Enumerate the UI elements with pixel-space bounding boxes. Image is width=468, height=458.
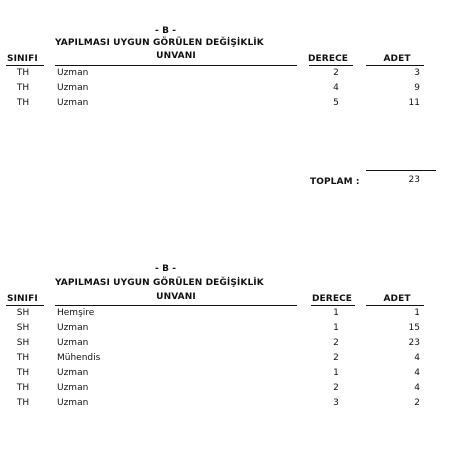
header-title: UNVANI [156,51,196,61]
cell-grade: 3 [333,398,339,408]
header-count: ADET [383,294,411,304]
cell-class: SH [16,308,30,318]
cell-grade: 1 [333,323,339,333]
header-grade: DERECE [311,294,353,304]
cell-title: Mühendis [57,353,101,363]
cell-class: TH [16,68,30,78]
total-value: 23 [408,175,420,185]
cell-class: SH [16,323,30,333]
cell-grade: 1 [333,368,339,378]
cell-count: 4 [414,353,420,363]
cell-count: 4 [414,368,420,378]
header-title: UNVANI [156,292,196,302]
cell-grade: 4 [333,83,339,93]
cell-count: 23 [408,338,420,348]
cell-title: Uzman [57,368,89,378]
cell-class: TH [16,368,30,378]
header-grade: DERECE [307,54,349,64]
header-class: SINIFI [7,54,38,64]
cell-class: TH [16,353,30,363]
cell-grade: 1 [333,308,339,318]
header-class: SINIFI [7,294,38,304]
header-rule-title [55,65,297,66]
cell-title: Uzman [57,83,89,93]
section-title: YAPILMASI UYGUN GÖRÜLEN DEĞİŞİKLİK [55,38,264,48]
cell-count: 2 [414,398,420,408]
section-marker: - B - [155,264,177,274]
cell-count: 4 [414,383,420,393]
cell-class: TH [16,83,30,93]
header-rule-grade [311,305,355,306]
total-label: TOPLAM : [310,177,360,187]
cell-title: Uzman [57,323,89,333]
header-rule-title [55,305,297,306]
cell-count: 9 [414,83,420,93]
cell-class: TH [16,98,30,108]
cell-count: 11 [408,98,420,108]
section-title: YAPILMASI UYGUN GÖRÜLEN DEĞİŞİKLİK [55,278,264,288]
cell-title: Uzman [57,383,89,393]
total-rule [366,170,436,171]
cell-class: SH [16,338,30,348]
cell-count: 3 [414,68,420,78]
cell-class: TH [16,398,30,408]
cell-title: Uzman [57,68,89,78]
cell-title: Uzman [57,98,89,108]
cell-count: 15 [408,323,420,333]
cell-grade: 2 [333,68,339,78]
cell-title: Uzman [57,398,89,408]
cell-grade: 2 [333,353,339,363]
header-rule-class [6,65,44,66]
header-rule-count [366,65,424,66]
header-rule-grade [309,65,353,66]
section-marker: - B - [155,26,177,36]
header-count: ADET [383,54,411,64]
cell-grade: 2 [333,338,339,348]
header-rule-class [6,305,44,306]
cell-count: 1 [414,308,420,318]
cell-grade: 5 [333,98,339,108]
header-rule-count [366,305,424,306]
cell-grade: 2 [333,383,339,393]
cell-class: TH [16,383,30,393]
cell-title: Uzman [57,338,89,348]
cell-title: Hemşire [57,308,95,318]
